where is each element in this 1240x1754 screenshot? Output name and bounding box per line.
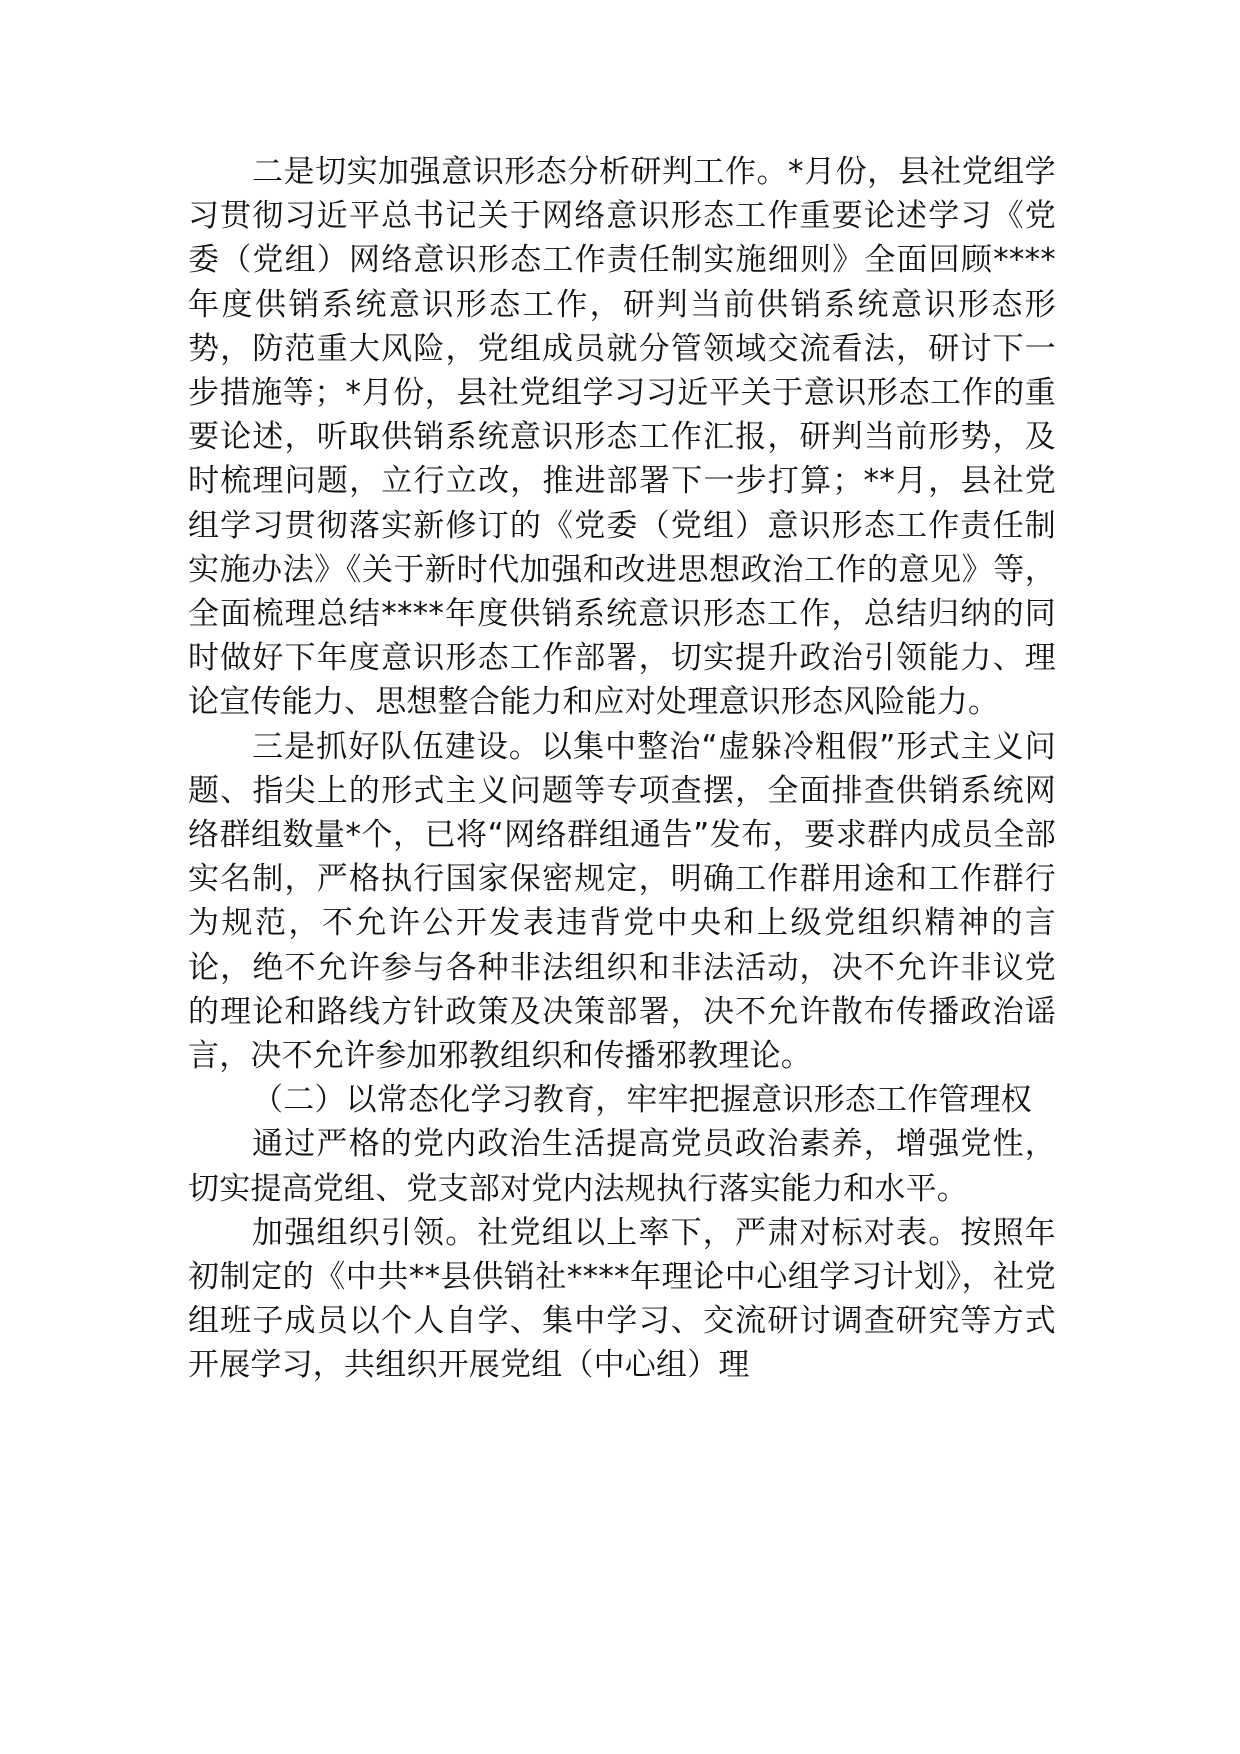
paragraph-team-building: 三是抓好队伍建设。以集中整治“虚躲冷粗假”形式主义问题、指尖上的形式主义问题等专项查摆，全面排查供销系统网络群组数量*个，已将“网络群组通告”发布，要求群内成员全部实名制，严格执行国家保密规定，明确工作群用途和工作群行为规范，不允许公开发表违背党中央和上级党组织精神的言论，绝不允许参与各种非法组织和非法活动，决不允许非议党的理论和路线方针政策及决策部署，决不允许散布传播政治谣言，决不允许参加邪教组织和传播邪教理论。	[188, 728, 1056, 1075]
document-page	[188, 150, 1056, 1388]
paragraph-organization-guidance: 加强组织引领。社党组以上率下，严肃对标对表。按照年初制定的《中共**县供销社****年理论中心组学习计划》，社党组班子成员以个人自学、集中学习、交流研讨调查研究等方式开展学习，共组织开展党组（中心组）理	[188, 1214, 1056, 1384]
paragraph-party-life: 通过严格的党内政治生活提高党员政治素养，增强党性，切实提高党组、党支部对党内法规执行落实能力和水平。	[188, 1126, 1056, 1207]
section-heading-regular-study: （二）以常态化学习教育，牢牢把握意识形态工作管理权	[252, 1082, 1032, 1119]
paragraph-ideology-analysis: 二是切实加强意识形态分析研判工作。*月份，县社党组学习贯彻习近平总书记关于网络意识形态工作重要论述学习《党委（党组）网络意识形态工作责任制实施细则》全面回顾****年度供销系统意识形态工作，研判当前供销系统意识形态形势，防范重大风险，党组成员就分管领域交流看法，研讨下一步措施等；*月份，县社党组学习习近平关于意识形态工作的重要论述，听取供销系统意识形态工作汇报，研判当前形势，及时梳理问题，立行立改，推进部署下一步打算；**月，县社党组学习贯彻落实新修订的《党委（党组）意识形态工作责任制实施办法》《关于新时代加强和改进思想政治工作的意见》等，全面梳理总结****年度供销系统意识形态工作，总结归纳的同时做好下年度意识形态工作部署，切实提升政治引领能力、理论宣传能力、思想整合能力和应对处理意识形态风险能力。	[188, 154, 1056, 721]
